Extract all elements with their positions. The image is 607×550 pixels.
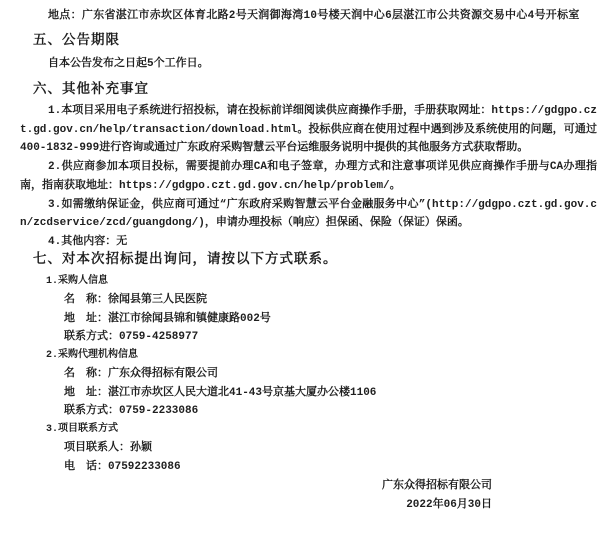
section-6-item-2: 2.供应商参加本项目投标，需要提前办理CA和电子签章，办理方式和注意事项详见供应商操作手册与CA办理指南，指南获取地址：https://gdgpo.czt.gd.gov.cn/help/problem/。 [20,161,597,192]
signature-company: 广东众得招标有限公司 [382,480,492,493]
purchaser-info-title: 1.采购人信息 [46,275,109,287]
section-6-heading: 六、其他补充事宜 [33,83,149,98]
section-6-supplementary-items [20,102,597,252]
section-5-heading: 五、公告期限 [33,34,120,49]
purchaser-phone: 联系方式：0759-4258977 [64,331,199,344]
project-contact-title: 3.项目联系方式 [46,423,119,435]
purchaser-name: 名 称：徐闻县第三人民医院 [64,294,207,307]
section-6-item-1: 1.本项目采用电子系统进行招投标，请在投标前详细阅读供应商操作手册，手册获取网址：https://gdgpo.czt.gd.gov.cn/help/transaction/download.html。投标供应商在使用过程中遇到涉及系统使用的问题，可通过400-1832-999进行咨询或通过广东政府采购智慧云平台运维服务说明中提供的其他服务方式获取帮助。 [20,105,597,155]
section-7-heading: 七、对本次招标提出询问，请按以下方式联系。 [33,252,338,268]
section-5-announcement-period: 自本公告发布之日起5个工作日。 [48,58,209,70]
signature-block [20,477,597,515]
section-6-item-4: 4.其他内容：无 [48,235,128,248]
agency-name: 名 称：广东众得招标有限公司 [64,368,218,381]
section-6-item-3: 3.如需缴纳保证金，供应商可通过“广东政府采购智慧云平台金融服务中心”(http://gdgpo.czt.gd.gov.cn/zcdservice/zcd/guangdong/)，申请办理投标（响应）担保函、保险（保证）保函。 [20,198,597,230]
project-contact-person: 项目联系人：孙颖 [64,442,152,455]
contact-information [20,273,597,477]
signature-date: 2022年06月30日 [406,499,492,512]
bid-opening-location-line: 地点：广东省湛江市赤坎区体育北路2号天润御海湾10号楼天润中心6层湛江市公共资源交易中心4号开标室 [48,10,580,22]
agency-info-title: 2.采购代理机构信息 [46,349,139,361]
purchaser-address: 地 址：湛江市徐闻县锦和镇健康路002号 [64,312,271,325]
project-contact-phone: 电 话：07592233086 [64,460,181,473]
agency-address: 地 址：湛江市赤坎区人民大道北41-43号京基大厦办公楼1106 [64,386,377,399]
agency-phone: 联系方式：0759-2233086 [64,405,199,418]
